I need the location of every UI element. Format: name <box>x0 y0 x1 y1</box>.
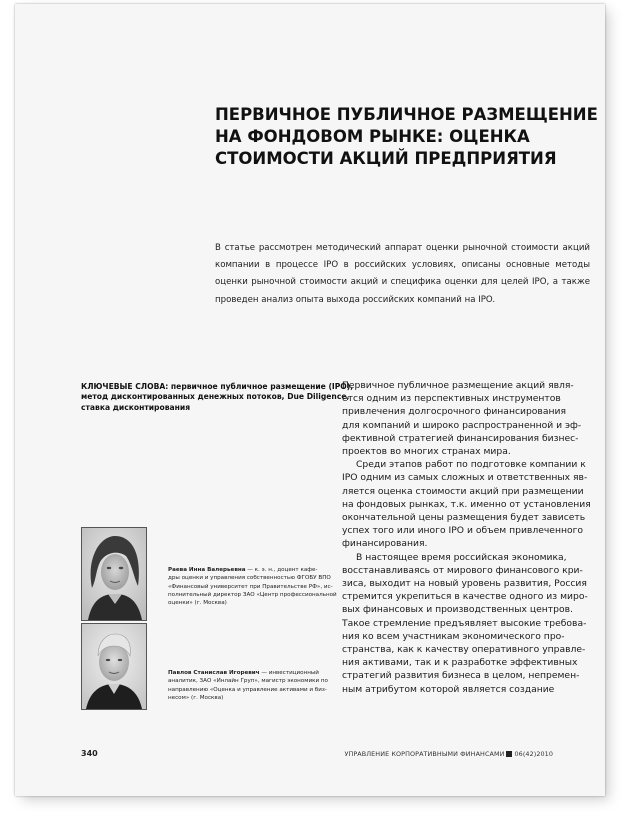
bio-text: — инвестиционный <box>259 670 319 676</box>
author-name: Павлов Станислав Игоревич <box>168 670 260 676</box>
body-line: ния ко всем участникам экономического про- <box>342 630 565 642</box>
title-line: СТОИМОСТИ АКЦИЙ ПРЕДПРИЯТИЯ <box>215 149 557 168</box>
body-line: привлечения долгосрочного финансирования <box>342 406 566 418</box>
author-name: Раева Инна Валерьевна <box>168 567 246 573</box>
journal-issue: 06(42)2010 <box>514 750 553 758</box>
bio-line: направлению «Оценка и управление активами и биз- <box>168 686 327 693</box>
article-abstract <box>215 240 590 309</box>
title-line: ПЕРВИЧНОЕ ПУБЛИЧНОЕ РАЗМЕЩЕНИЕ <box>215 105 598 124</box>
body-line: финансирования. <box>342 538 428 550</box>
author-bio-pavlov <box>168 669 336 702</box>
bio-line: несом» (г. Москва) <box>168 694 224 701</box>
body-line: на фондовых рынках, т.к. именно от установления <box>342 498 591 510</box>
bio-line: дры оценки и управления собственностью ФГОБУ ВПО <box>168 575 331 582</box>
body-line: Среди этапов работ по подготовке компании к <box>356 459 586 471</box>
body-line: Первичное публичное размещение акций явля- <box>342 380 574 391</box>
bio-line: полнительный директор ЗАО «Центр профессиональной <box>168 591 337 598</box>
body-line: ния активами, так и к разработке эффективных <box>342 657 578 669</box>
body-line: IPO одним из самых сложных и ответственных яв- <box>342 472 588 484</box>
abstract-line: компании в процессе IPO в российских условиях, описаны основные методы <box>215 260 590 271</box>
abstract-line: проведен анализ опыта выхода российских компаний на IPO. <box>215 294 496 305</box>
body-line: для компаний и широко распространенной и эф- <box>342 419 582 431</box>
body-line: зиса, выходит на новый уровень развития, Россия <box>342 578 587 590</box>
body-line: странства, как к качеству оперативного управле- <box>342 644 586 656</box>
keywords <box>81 382 354 413</box>
body-line: ным атрибутом которой является создание <box>342 683 555 695</box>
keywords-line: метод дисконтированных денежных потоков, Due Diligence, <box>81 392 350 402</box>
bio-line: «Финансовый университет при Правительстве РФ», ис- <box>168 583 333 590</box>
bio-line: аналитик, ЗАО «Инлайн Груп», магистр экономики по <box>168 678 328 685</box>
author-photo-pavlov <box>81 623 147 710</box>
body-line: Такое стремление предъявляет высокие требова- <box>342 617 587 629</box>
keywords-line: КЛЮЧЕВЫЕ СЛОВА: первичное публичное размещение (IPO), <box>81 382 354 391</box>
author-portrait-image <box>82 624 146 709</box>
body-line: окончательной цены размещения будет зависеть <box>342 512 586 524</box>
abstract-line: оценки рыночной стоимости акций и специфика оценки для целей IPO, а также <box>215 277 590 288</box>
abstract-line: В статье рассмотрен методический аппарат оценки рыночной стоимости акций <box>215 243 590 253</box>
author-photo-raeva <box>81 527 147 621</box>
bio-text: — к. э. н., доцент кафе- <box>245 567 318 573</box>
journal-name: УПРАВЛЕНИЕ КОРПОРАТИВНЫМИ ФИНАНСАМИ <box>344 750 505 758</box>
journal-page <box>15 4 605 796</box>
author-bio-raeva <box>168 566 336 607</box>
article-title <box>215 104 598 170</box>
body-line: стратегий развития бизнеса в целом, непремен- <box>342 670 580 682</box>
body-line: ется одним из перспективных инструментов <box>342 393 561 405</box>
page-number: 340 <box>81 749 98 758</box>
bio-line <box>168 669 336 677</box>
body-line: проектов во многих странах мира. <box>342 446 511 458</box>
body-line: В настоящее время российская экономика, <box>356 551 567 563</box>
article-body <box>342 379 602 696</box>
title-line: НА ФОНДОВОМ РЫНКЕ: ОЦЕНКА <box>215 127 530 146</box>
bio-line: оценки» (г. Москва) <box>168 600 227 607</box>
author-portrait-image <box>82 528 146 620</box>
keywords-line: ставка дисконтирования <box>81 402 191 412</box>
body-line: восстанавливаясь от мирового финансового кри- <box>342 564 583 576</box>
body-line: вых финансовых и производственных центров. <box>342 604 573 616</box>
body-line: успех того или иного IPO и объем привлеченного <box>342 525 584 537</box>
body-line: стремится укрепиться в качестве одного из миро- <box>342 591 588 603</box>
square-bullet-icon <box>506 751 512 757</box>
body-line: фективной стратегией финансирования бизнес- <box>342 432 579 444</box>
bio-line <box>168 566 336 574</box>
body-line: ляется оценка стоимости акций при размещении <box>342 485 584 497</box>
journal-footer <box>344 750 553 758</box>
